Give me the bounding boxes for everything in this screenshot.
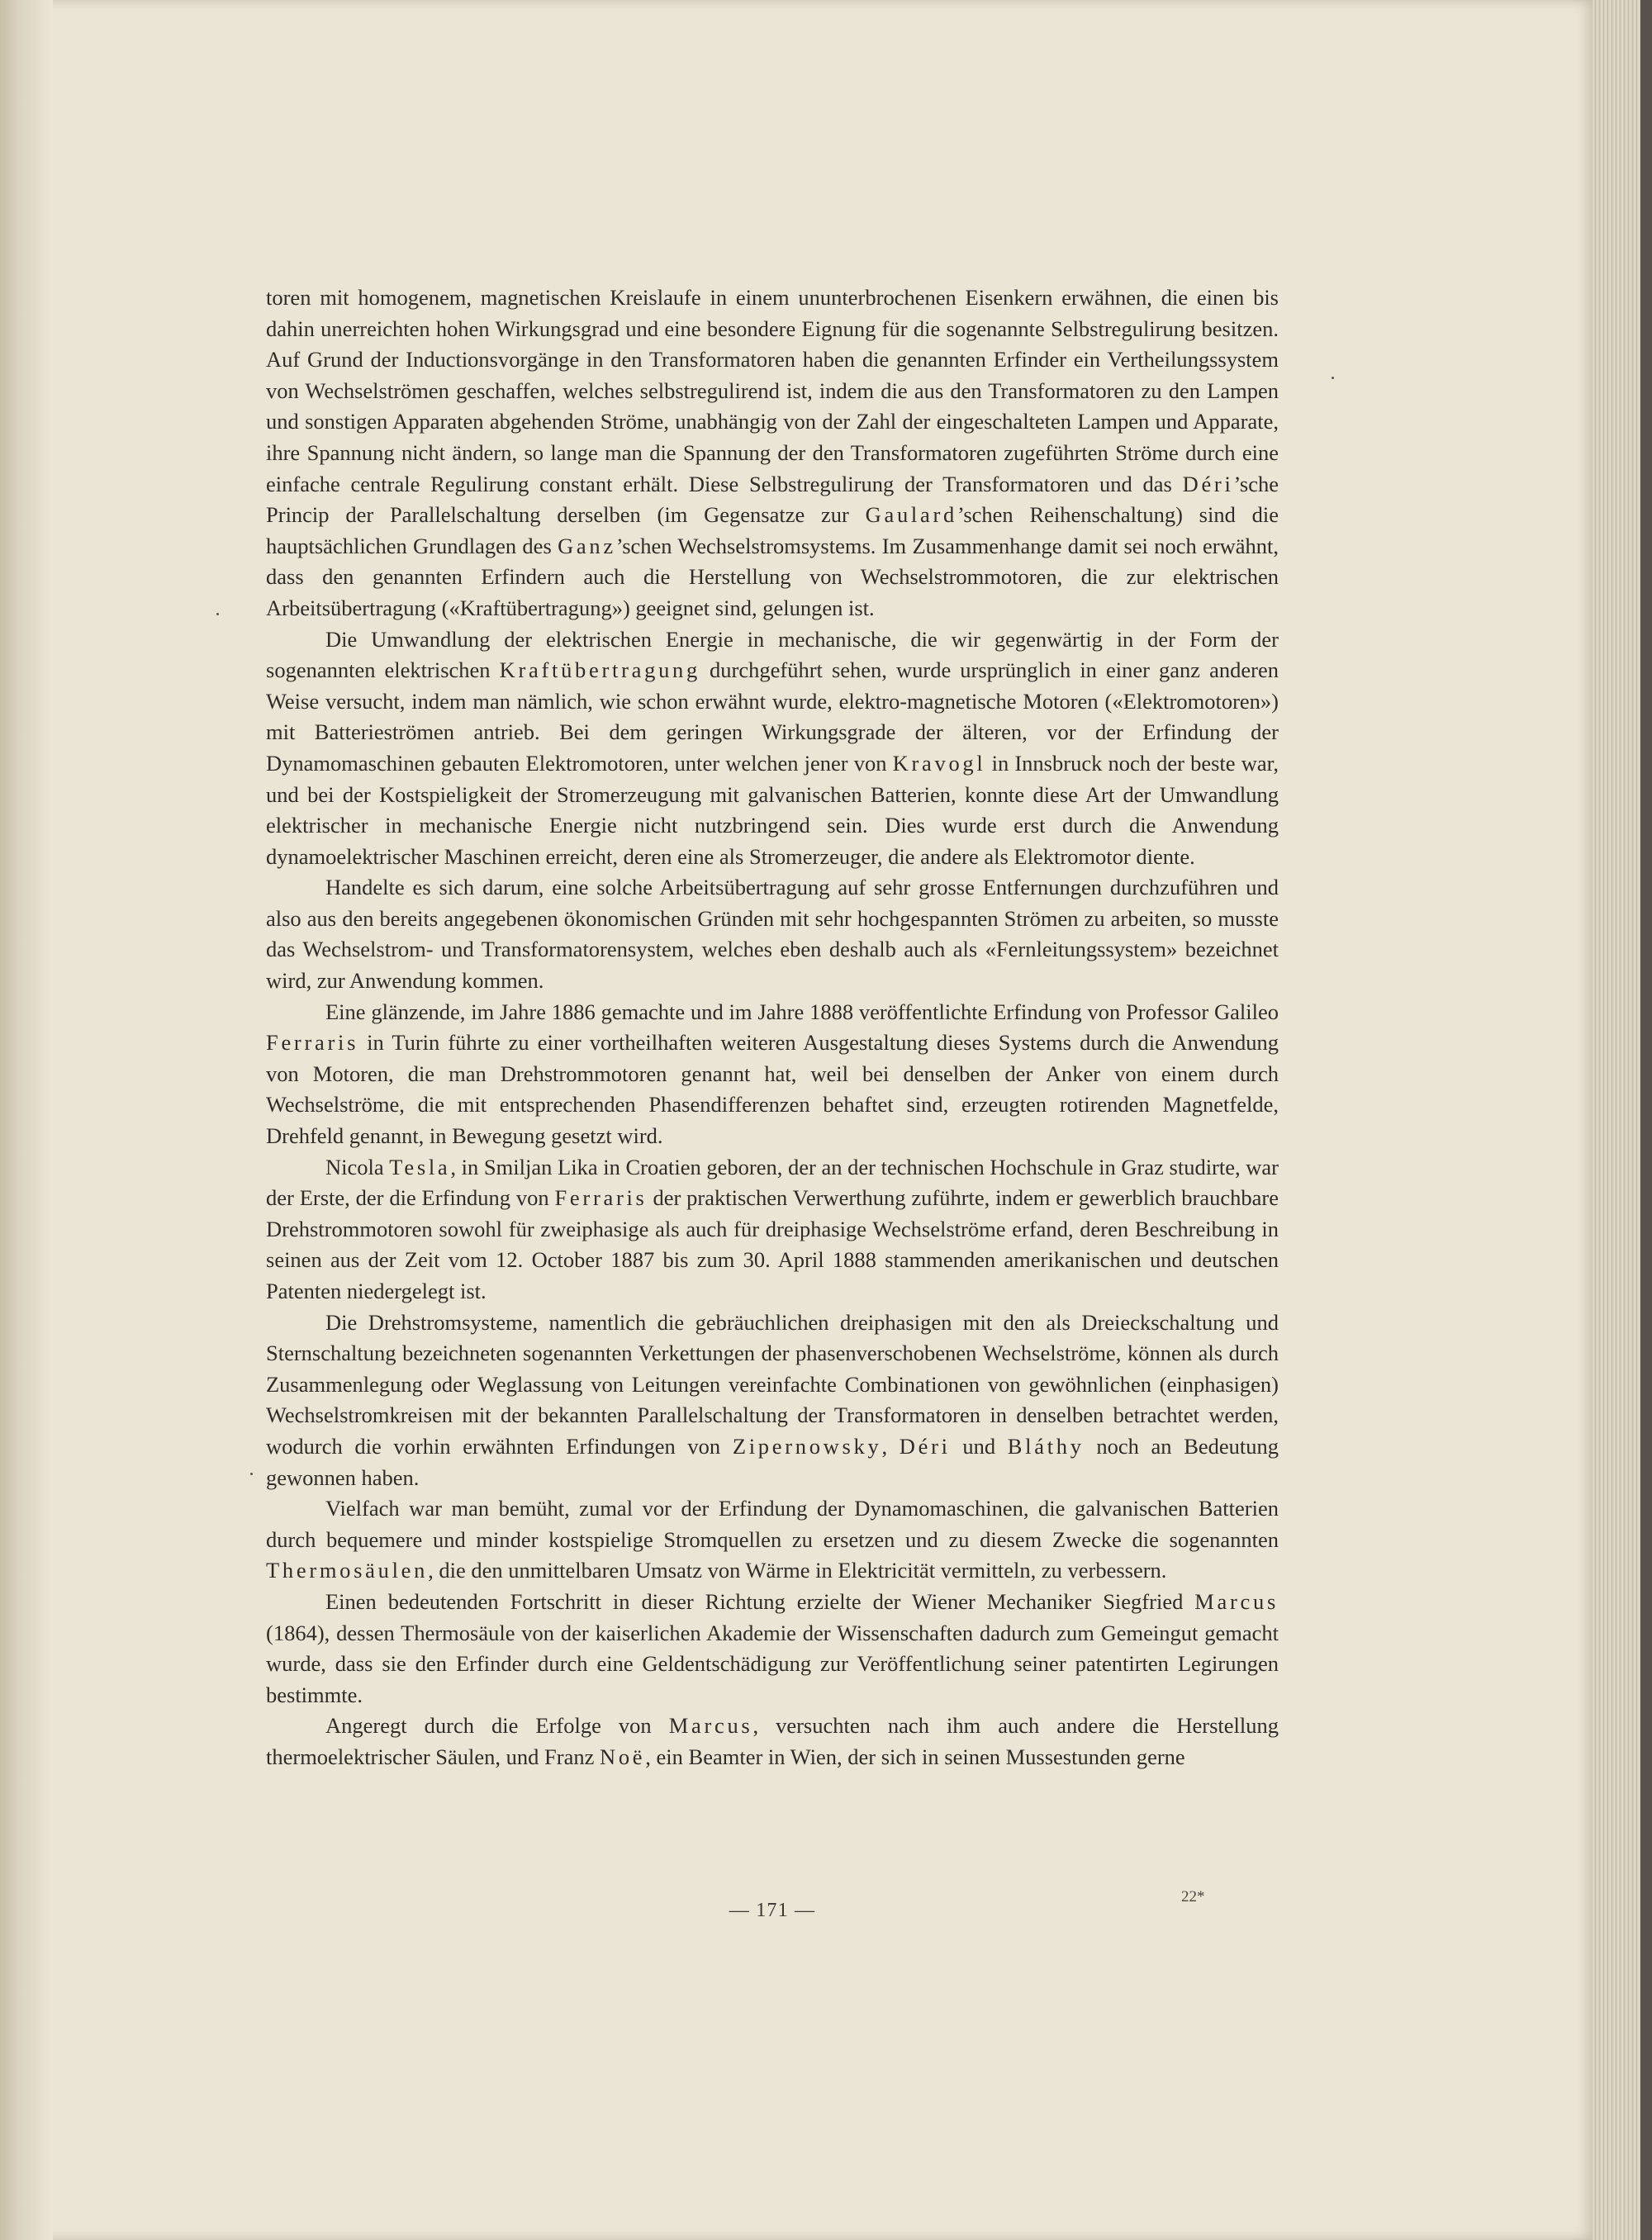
text-run: in Innsbruck noch der beste war, und bei der Kostspieligkeit der Stromerzeugung mit galvanischen Batterien, konnte diese Art der Umwandlung elektrischer in mechanische Energie nicht nutzbringend sein. Dies wurde erst durch die Anwendung dynamoelektrischer Maschinen erreicht, deren eine als Stromerzeuger, die andere als Elektromotor diente. — [266, 750, 1279, 869]
spaced-name: Thermosäulen — [266, 1558, 429, 1583]
spaced-name: Ganz — [558, 533, 616, 558]
spaced-name: Marcus — [1194, 1588, 1279, 1614]
text-run: ’schen Reihenschaltung) sind die hauptsächlichen Grundlagen des — [266, 502, 1279, 558]
paragraph — [266, 1152, 1279, 1307]
spaced-name: Gaulard — [865, 502, 957, 528]
paper-speck — [216, 613, 219, 615]
text-run: Nicola — [325, 1154, 390, 1179]
text-run: toren mit homogenem, magnetischen Kreislaufe in einem ununterbrochenen Eisenkern erwähnen, die einen bis dahin unerreichten hohen Wirkungsgrad und eine besondere Eignung für die sogenannte Selbstregulirung besitzen. Auf Grund der Inductionsvorgänge in den Transformatoren haben die genannten Erfinder ein Vertheilungssystem von Wechselströmen geschaffen, welches selbstregulirend ist, indem die aus den Transformatoren zu den Lampen und sonstigen Apparaten abgehenden Ströme, unabhängig von der Zahl der eingeschalteten Lampen und Apparate, ihre Spannung nicht ändern, so lange man die Spannung der den Transformatoren zugeführten Ströme durch eine einfache centrale Regulirung constant erhält. Diese Selbstregulirung der Transformatoren und das — [266, 285, 1279, 496]
body-text — [266, 282, 1279, 1773]
text-run: Eine glänzende, im Jahre 1886 gemachte und im Jahre 1888 veröffentlichte Erfindung von Professor Galileo — [325, 999, 1279, 1024]
spaced-name: Bláthy — [1007, 1433, 1085, 1459]
paper-speck — [250, 1473, 253, 1475]
text-run: durchgeführt sehen, wurde ursprünglich in einer ganz anderen Weise versucht, indem man nämlich, wie schon erwähnt wurde, elektro-magnetische Motoren («Elektromotoren») mit Batterieströmen antrieb. Bei dem geringen Wirkungsgrade der älteren, vor der Erfindung der Dynamomaschinen gebauten Elektromotoren, unter welchen jener von — [266, 657, 1279, 776]
text-run: Angeregt durch die Erfolge von — [325, 1713, 669, 1739]
spaced-name: Noë — [600, 1744, 646, 1769]
spaced-name: Ferraris — [266, 1030, 359, 1056]
text-run: , in Smiljan Lika in Croatien geboren, der an der technischen Hochschule in Graz studirte, war der Erste, der die Erfindung von — [266, 1154, 1279, 1211]
spaced-name: Tesla — [389, 1154, 451, 1179]
paragraph — [266, 1587, 1279, 1711]
paragraph — [266, 624, 1279, 873]
spaced-name: Déri — [899, 1433, 951, 1459]
spaced-name: Kravogl — [892, 750, 986, 776]
text-run: der praktischen Verwerthung zuführte, indem er gewerblich brauchbare Drehstrommotoren sowohl für zweiphasige als auch für dreiphasige Wechselströme erfand, deren Beschreibung in seinen aus der Zeit vom 12. October 1887 bis zum 30. April 1888 stammenden amerikanischen und deutschen Patenten niedergelegt ist. — [266, 1185, 1279, 1303]
text-run: noch an Bedeutung gewonnen haben. — [266, 1433, 1279, 1490]
page-number: — 171 — — [729, 1900, 816, 1921]
text-run: Einen bedeutenden Fortschritt in dieser Richtung erzielte der Wiener Mechaniker Siegfried — [325, 1588, 1195, 1614]
text-run: Handelte es sich darum, eine solche Arbeitsübertragung auf sehr grosse Entfernungen durchzuführen und also aus den bereits angegebenen ökonomischen Gründen mit sehr hochgespannten Strömen zu arbeiten, so musste das Wechselstrom- und Transformatorensystem, welches eben deshalb auch als «Fernleitungssystem» bezeichnet wird, zur Anwendung kommen. — [266, 875, 1279, 994]
text-run: Vielfach war man bemüht, zumal vor der Erfindung der Dynamomaschinen, die galvanischen Batterien durch bequemere und minder kostspielige Stromquellen zu ersetzen und zu diesem Zwecke die sogenannten — [266, 1496, 1279, 1552]
text-run: ’sche Princip der Parallelschaltung derselben (im Gegensatze zur — [266, 471, 1279, 528]
page-edges — [1593, 0, 1652, 2240]
text-run: ’schen Wechselstromsystems. Im Zusammenhange damit sei noch erwähnt, dass den genannten Erfindern auch die Herstellung von Wechselstrommotoren, die zur elektrischen Arbeitsübertragung («Kraftübertragung») geeignet sind, gelungen ist. — [266, 533, 1279, 620]
paragraph — [266, 1711, 1279, 1773]
spaced-name: Marcus — [668, 1713, 753, 1739]
paragraph — [266, 872, 1279, 996]
paragraph — [266, 997, 1279, 1152]
text-run: , ein Beamter in Wien, der sich in seinen Mussestunden gerne — [645, 1744, 1185, 1769]
signature-mark: 22* — [1181, 1888, 1205, 1905]
spaced-name: Zipernowsky — [732, 1433, 882, 1459]
spaced-name: Ferraris — [554, 1185, 648, 1211]
paragraph — [266, 1307, 1279, 1494]
paragraph — [266, 1493, 1279, 1587]
text-run: in Turin führte zu einer vortheilhaften weiteren Ausgestaltung dieses Systems durch die Anwendung von Motoren, die man Drehstrommotoren genannt hat, weil bei denselben der Anker von einem durch Wechselströme, die mit entsprechenden Phasendifferenzen behaftet sind, erzeugten rotirenden Magnetfelde, Drehfeld genannt, in Bewegung gesetzt wird. — [266, 1030, 1279, 1149]
text-run: (1864), dessen Thermosäule von der kaiserlichen Akademie der Wissenschaften dadurch zum Gemeingut gemacht wurde, dass sie den Erfinder durch eine Geldentschädigung zur Veröffentlichung seiner patentirten Legirungen bestimmte. — [266, 1620, 1279, 1707]
paper-speck — [1332, 377, 1334, 379]
spaced-name: Déri — [1182, 471, 1234, 496]
spaced-name: Kraftübertragung — [499, 657, 700, 683]
text-run: , die den unmittelbaren Umsatz von Wärme in Elektricität vermitteln, zu verbessern. — [428, 1558, 1167, 1583]
text-run: Die Umwandlung der elektrischen Energie in mechanische, die wir gegenwärtig in der Form der sogenannten elektrischen — [266, 626, 1279, 683]
paragraph — [266, 282, 1279, 624]
text-run: und — [950, 1433, 1008, 1459]
text-run: , versuchten nach ihm auch andere die Herstellung thermoelektrischer Säulen, und Franz — [266, 1713, 1279, 1769]
text-run: Die Drehstromsysteme, namentlich die gebräuchlichen dreiphasigen mit den als Dreieckschaltung und Sternschaltung bezeichneten sogenannten Verkettungen der phasenverschobenen Wechselströme, können als durch Zusammenlegung oder Weglassung von Leitungen vereinfachte Combinationen von gewöhnlichen (einphasigen) Wechselstromkreisen mit der bekannten Parallelschaltung der Transformatoren in denselben betrachtet werden, wodurch die vorhin erwähnten Erfindungen von — [266, 1309, 1279, 1459]
text-run: , — [881, 1433, 900, 1459]
